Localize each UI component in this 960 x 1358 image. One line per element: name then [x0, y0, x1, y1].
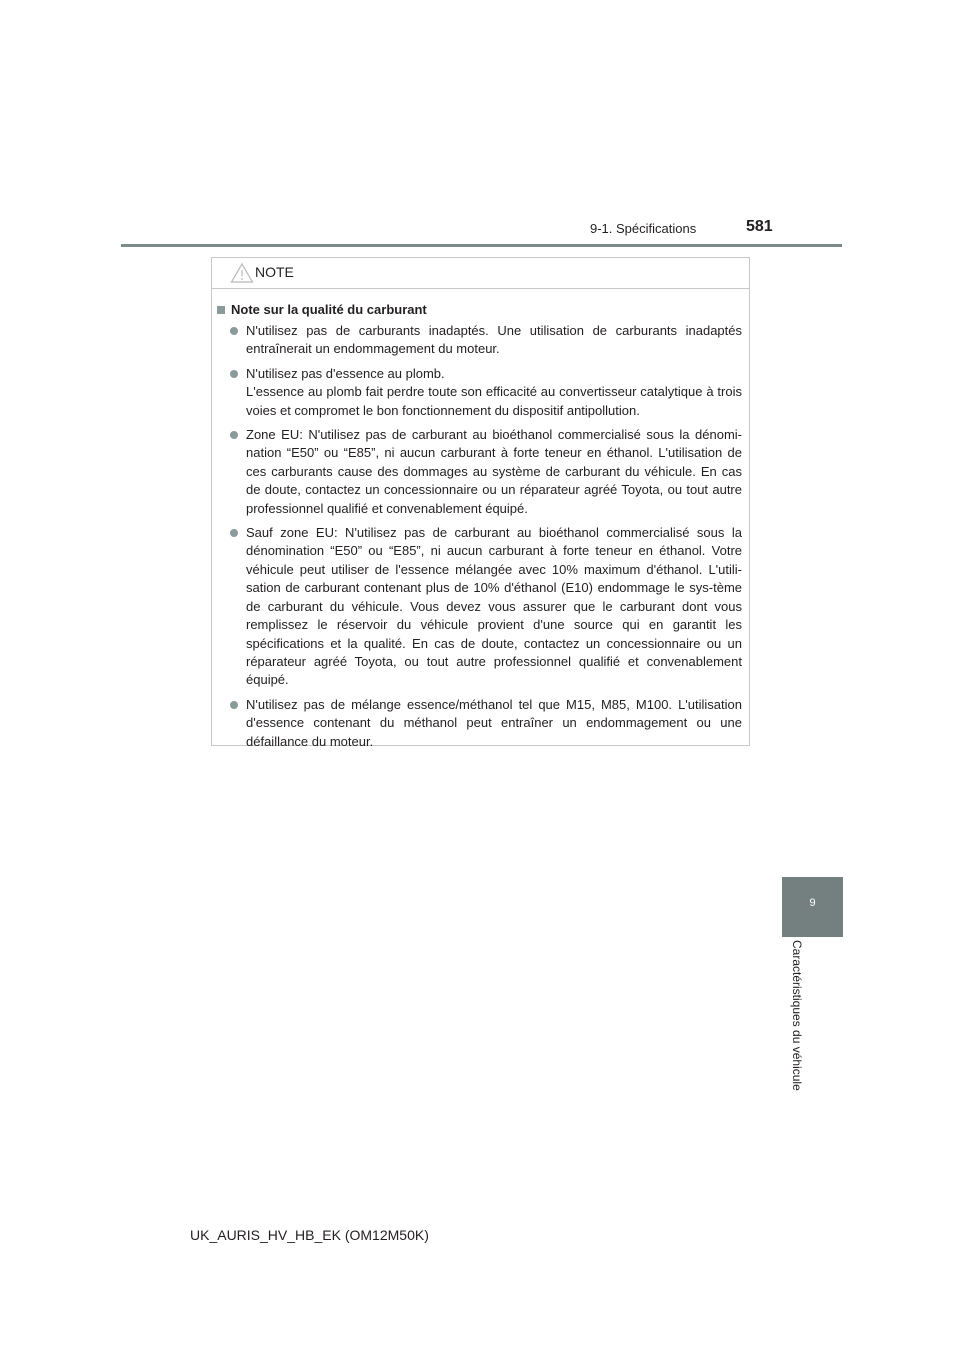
item-paragraph: Sauf zone EU: N'utilisez pas de carburant au bioéthanol commercialisé sous la dénomination “E50” ou “E85”, ni aucun carburant à forte teneur en éthanol. Votre véhicule peut utiliser de l'essence mélangée avec 10% maximum d'éthanol. L'utili-sation de carburant contenant plus de 10% d'éthanol (E10) endommage le sys-tème de carburant du véhicule. Vous devez vous assurer que le carburant dont vous remplissez le réservoir du véhicule provient d'une source qui en garantit les spécifications et la qualité. En cas de doute, contactez un concessionnaire ou un réparateur agréé Toyota, ou tout autre professionnel qualifié et convenablement équipé.: [246, 525, 742, 688]
list-item-text: [246, 322, 742, 359]
item-paragraph: N'utilisez pas de mélange essence/méthanol tel que M15, M85, M100. L'utilisation d'essence contenant du méthanol peut entraîner un endommagement ou une défaillance du moteur.: [246, 696, 742, 749]
list-item-text: [246, 365, 742, 420]
note-label: NOTE: [255, 264, 294, 280]
bullet-icon: [230, 701, 238, 709]
note-body: [212, 289, 749, 751]
bullet-icon: [230, 529, 238, 537]
note-box: [211, 257, 750, 749]
bullet-icon: [230, 431, 238, 439]
note-subheading: [217, 301, 742, 319]
section-title: 9-1. Spécifications: [590, 221, 697, 236]
chapter-tab: [782, 877, 843, 937]
item-paragraph: Zone EU: N'utilisez pas de carburant au bioéthanol commercialisé sous la dénomi-nation “E50” ou “E85”, ni aucun carburant à forte teneur en éthanol. L'utilisation de ces carburants cause des dommages au système de carburant du véhicule. En cas de doute, contactez un concessionnaire ou un réparateur agréé Toyota, ou tout autre professionnel qualifié et convenablement équipé.: [246, 427, 742, 516]
note-header: [212, 258, 749, 289]
page-number: 581: [746, 218, 773, 235]
list-item-text: [246, 524, 742, 690]
list-item: [217, 696, 742, 751]
chapter-title-container: [786, 940, 806, 1110]
chapter-number: 9: [809, 897, 816, 909]
bullet-icon: [230, 370, 238, 378]
header-divider: [121, 244, 842, 247]
item-paragraph: L'essence au plomb fait perdre toute son efficacité au convertisseur catalytique à trois voies et compromet le bon fonctionnement du dispositif antipollution.: [246, 384, 742, 418]
list-item: [217, 524, 742, 690]
list-item: [217, 426, 742, 518]
document-code: UK_AURIS_HV_HB_EK (OM12M50K): [190, 1227, 429, 1243]
chapter-title: Caractéristiques du véhicule: [790, 940, 804, 1091]
list-item: [217, 365, 742, 420]
bullet-icon: [230, 327, 238, 335]
list-item-text: [246, 696, 742, 751]
list-item-text: [246, 426, 742, 518]
square-bullet-icon: [217, 306, 225, 314]
item-paragraph: N'utilisez pas de carburants inadaptés. Une utilisation de carburants inadaptés entraînerait un endommagement du moteur.: [246, 323, 742, 357]
note-heading-text: Note sur la qualité du carburant: [231, 302, 427, 317]
list-item: [217, 322, 742, 359]
warning-triangle-icon: [230, 262, 254, 284]
item-paragraph: N'utilisez pas d'essence au plomb.: [246, 365, 445, 381]
